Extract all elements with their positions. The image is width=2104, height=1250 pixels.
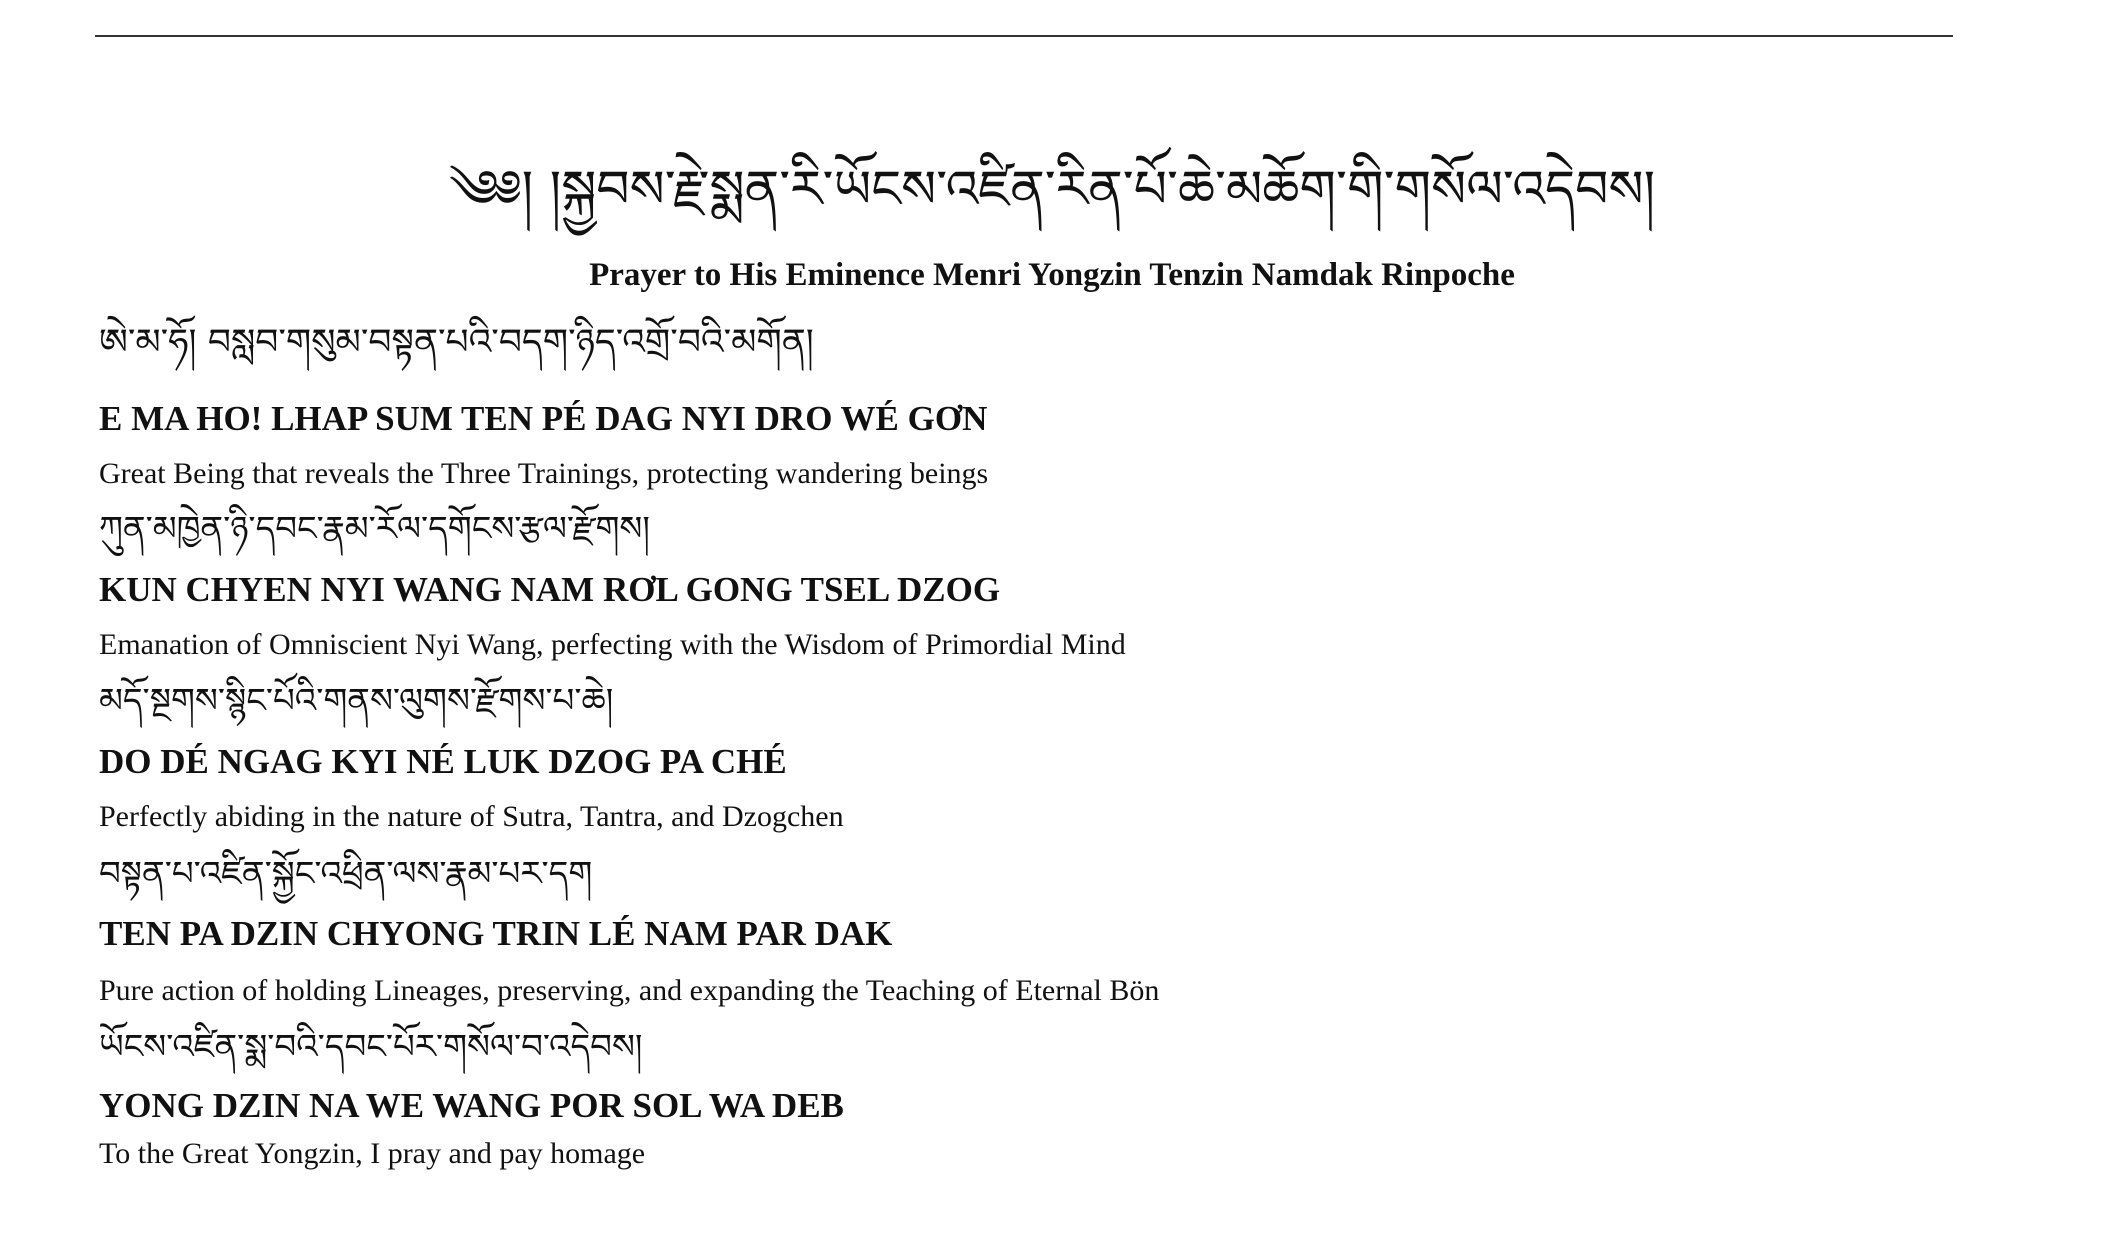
verse-1-transliteration: E MA HO! LHAP SUM TEN PÉ DAG NYI DRO WÉ GƠN <box>99 399 988 438</box>
verse-5-translation: To the Great Yongzin, I pray and pay homage <box>99 1137 646 1170</box>
verse-1-translation: Great Being that reveals the Three Trainings, protecting wandering beings <box>99 457 989 490</box>
verse-3-tibetan: མདོ་སྔགས་སྙིང་པོའི་གནས་ལུགས་རྫོགས་པ་ཆེ། <box>99 681 614 721</box>
verse-5-tibetan: ཡོངས་འཛིན་སྨ་བའི་དབང་པོར་གསོལ་བ་འདེབས། <box>99 1027 643 1067</box>
verse-2-transliteration: KUN CHYEN NYI WANG NAM RƠL GONG TSEL DZOG <box>99 570 1001 609</box>
verse-5-transliteration: YONG DZIN NA WE WANG POR SOL WA DEB <box>99 1086 844 1125</box>
top-divider <box>95 35 1953 37</box>
english-title: Prayer to His Eminence Menri Yongzin Tenzin Namdak Rinpoche <box>589 257 1515 293</box>
verse-4-transliteration: TEN PA DZIN CHYONG TRIN LÉ NAM PAR DAK <box>99 914 893 953</box>
verse-2-translation: Emanation of Omniscient Nyi Wang, perfecting with the Wisdom of Primordial Mind <box>99 628 1126 661</box>
verse-4-translation: Pure action of holding Lineages, preserving, and expanding the Teaching of Eternal Bön <box>99 974 1160 1007</box>
verse-3-translation: Perfectly abiding in the nature of Sutra, Tantra, and Dzogchen <box>99 800 844 833</box>
tibetan-title: ༄༅། །སྐྱབས་རྗེ་སྨན་རི་ཡོངས་འཛིན་རིན་པོ་ཆེ་མཆོག་གི་གསོལ་འདེབས། <box>448 160 1656 220</box>
verse-3-transliteration: DO DÉ NGAG KYI NÉ LUK DZOG PA CHÉ <box>99 742 787 781</box>
verse-2-tibetan: ཀུན་མཁྱེན་ཉི་དབང་རྣམ་རོལ་དགོངས་རྩལ་རྫོགས། <box>99 509 650 549</box>
invocation-tibetan: ཨེ་མ་ཧོ། བསླབ་གསུམ་བསྟན་པའི་བདག་ཉིད་འགྲོ་བའི་མགོན། <box>99 322 814 363</box>
verse-4-tibetan: བསྟན་པ་འཛིན་སྐྱོང་འཕྲིན་ལས་རྣམ་པར་དག <box>99 854 593 894</box>
